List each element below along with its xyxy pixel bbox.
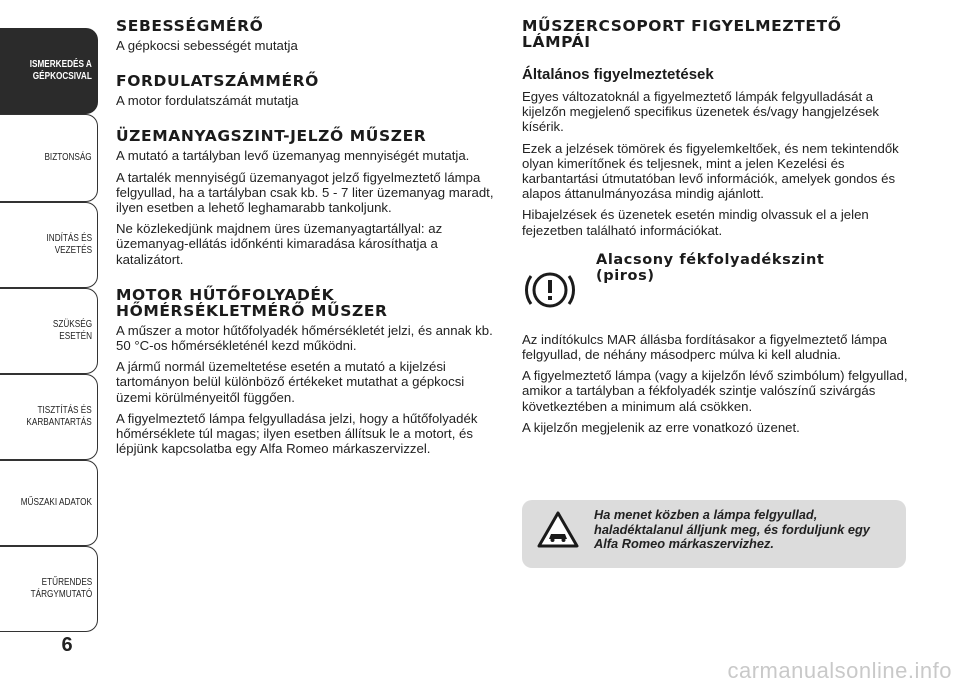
warning-callout [522,500,906,568]
speedometer-heading: SEBESSÉGMÉRŐ [116,17,264,35]
tab-label: ISMERKEDÉS A GÉPKOCSIVAL [29,59,93,82]
tab-label: INDÍTÁS ÉS VEZETÉS [46,233,93,256]
watermark: carmanualsonline.info [727,658,952,683]
general-warnings-heading: Általános figyelmeztetések [522,66,714,83]
tab-label: ETŰRENDES TÁRGYMUTATÓ [30,577,93,600]
brake-fluid-text-2: A figyelmeztető lámpa (vagy a kijelzőn lévő szimbólum) felgyullad, amikor a tartályban a fékfolyadék szintje valószínű szivárgás következtében a minimum alá csökken. [522,368,908,414]
coolant-gauge-text-3: A figyelmeztető lámpa felgyulladása jelzi, hogy a hűtőfolyadék hőmérséklete túl magas; ilyen esetben állítsuk le a motort, és lépjünk kapcsolatba egy Alfa Romeo márkaszervizzel. [116,410,478,457]
fuel-gauge-text-1: A mutató a tartályban levő üzemanyag mennyiségét mutatja. [116,148,470,164]
speedometer-text: A gépkocsi sebességét mutatja [116,38,298,53]
tab-label: MŰSZAKI ADATOK [20,497,93,508]
brake-fluid-heading: Alacsony fékfolyadékszint (piros) [596,251,825,284]
chapter-sidebar [0,0,100,686]
brake-fluid-text-3: A kijelzőn megjelenik az erre vonatkozó üzenet. [522,419,800,435]
fuel-gauge-text-2: A tartalék mennyiségű üzemanyagot jelző figyelmeztető lámpa felgyullad, ha a tartályban csak kb. 5 - 7 liter üzemanyag maradt, ilyen esetben a lehető leghamarabb tankoljunk. [116,169,494,216]
coolant-gauge-text-2: A jármű normál üzemeltetése esetén a mutató a kijelzési tartományon belül különböző értékeket mutathat a gépkocsi üzemi körülményeitől függően. [116,359,465,405]
fuel-gauge-heading: ÜZEMANYAGSZINT-JELZŐ MŰSZER [116,127,427,146]
tab-getting-started[interactable] [0,28,98,114]
warning-lamps-heading: MŰSZERCSOPORT FIGYELMEZTETŐ LÁMPÁI [522,17,842,51]
tab-starting-driving[interactable] [0,202,98,288]
tab-maintenance[interactable] [0,374,98,460]
car-warning-triangle-icon [536,510,580,550]
coolant-gauge-heading: MOTOR HŰTŐFOLYADÉK HŐMÉRSÉKLETMÉRŐ MŰSZER [116,285,388,320]
tab-index[interactable] [0,546,98,632]
tab-emergency[interactable] [0,288,98,374]
brake-fluid-text-1: Az indítókulcs MAR állásba fordításakor a figyelmeztető lámpa felgyullad, de néhány másodperc múlva ki kell aludnia. [522,331,888,363]
brake-warning-icon [522,262,578,318]
tab-label: SZÜKSÉG ESETÉN [52,319,93,342]
tab-label: TISZTÍTÁS ÉS KARBANTARTÁS [26,405,93,428]
tachometer-heading: FORDULATSZÁMMÉRŐ [116,72,319,91]
general-warnings-text-3: Hibajelzések és üzenetek esetén mindig olvassuk el a jelen fejezetben található információkat. [522,207,869,238]
right-column [522,18,908,441]
tab-technical-data[interactable] [0,460,98,546]
left-column [116,18,496,462]
fuel-gauge-text-3: Ne közlekedjünk majdnem üres üzemanyagtartállyal: az üzemanyag-ellátás időnkénti kimaradása károsíthatja a katalizátort. [116,221,443,267]
warning-callout-text: Ha menet közben a lámpa felgyullad, haladéktalanul álljunk meg, és forduljunk egy Alfa Romeo márkaszervizhez. [594,507,870,551]
general-warnings-text-1: Egyes változatoknál a figyelmeztető lámpák felgyulladását a kijelzőn megjelenő specifikus üzenetek és/vagy hangjelzések kísérik. [522,89,880,135]
tab-label: BIZTONSÁG [44,152,93,163]
tab-safety[interactable] [0,114,98,202]
general-warnings-text-2: Ezek a jelzések tömörek és figyelemkeltőek, és nem tekintendők olyan kimerítőnek és teljesnek, mint a jelen Kezelési és karbantartási útmutatóban levő információk, amelyek gondos és alapos áttanulmányozása mindig ajánlott. [522,140,899,202]
page-number: 6 [61,634,73,656]
brake-fluid-lamp [522,252,908,318]
tachometer-text: A motor fordulatszámát mutatja [116,93,299,109]
coolant-gauge-text-1: A műszer a motor hűtőfolyadék hőmérsékletét jelzi, és annak kb. 50 °C-os hőmérsékleténél kezd működni. [116,322,493,354]
